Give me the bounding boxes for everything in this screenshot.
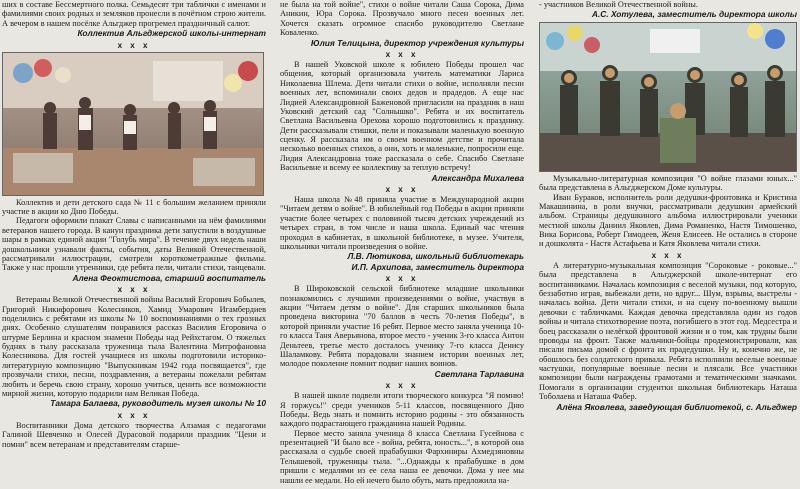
column-3: [533, 0, 800, 489]
article-text: В Широковской сельской библиотеке младшие школьники познакомились с лучшими произведениями о войне, участвуя в акции "Читаем детям о войне". Для старших школьников была проведена викторина "70 баллов в честь 70-летия Победы", в которой приняли участие 16 ребят. Первое место заняла ученица 10-го класса Таня Аверьянова, второе место - ученик 3-го класса Антон Деньтеев, третье место досталось ученику 7-го класса Денису Шаламкову. Ребята порадовали знанием истории военных лет, молодое поколение помнит подвиг наших воинов.: [280, 284, 524, 369]
article-signature: Юлия Телицына, директор учреждения культуры: [310, 37, 524, 48]
concert-photo-image: [540, 23, 797, 172]
photo-caption: Музыкально-литературная композиция "О войне глазами юных..." была представлена в Альгджерском Доме культуры.: [539, 173, 797, 193]
article-signature: Тамара Балаева, руководитель музея школы № 10: [50, 398, 266, 409]
article-separator: х х х: [117, 285, 151, 295]
article-text: В нашей школе подвели итоги творческого конкурса "Я помню! Я горжусь!" среди учеников 5-11 классов, посвященного Дню Победы. Ведь знать и помнить историю родины - это обязанность каждого подрастающего гражданина нашей Родины.: [280, 391, 524, 429]
article-signature: И.П. Архипова, заместитель директора: [351, 261, 524, 272]
article-text: - участников Великой Отечественной войны.: [539, 0, 698, 9]
article-signature: Коллектив Альгджерской школы-интернат: [77, 28, 266, 39]
article-separator: х х х: [385, 49, 419, 59]
article-text: Иван Бураков, исполнитель роли дедушки-фронтовика и Кристина Макашинина, в роли внучки, рассматривали дедушкин армейский альбом. Страницы дедушкиного альбома иллюстрировали ученики местной школы Даниил Яковлев, Дима Романенко, Настя Тимошенко, Вика Борисова, Роберт Гимодеев, Женя Елисеев. Не остались в стороне и дошколята - Настя Астафьева и Катя Яковлева читали стихи.: [539, 192, 797, 249]
article-signature: Л.В. Лютикова, школьный библиотекарь: [347, 251, 524, 262]
article-text: ших в составе Бессмертного полка. Семьдесят три таблички с именами и фамилиями своих родных и земляков пронесли в почётном строю жители. А вечером в нашем посёлке Альгджер прогремел праздничный салют.: [2, 0, 266, 28]
concert-photo: [539, 22, 797, 172]
kindergarten-photo-image: [3, 53, 264, 196]
article-text: В нашей Уковской школе к юбилею Победы прошел час общения, который организовала учитель математики Лариса Николаевна Шлема. Дети читали стихи о войне, исполняли песни военных лет, вспоминали своих дедов и прадедов. А еще нас Лидией Александровной Баженовой пригласили на праздник в наш Уковский детский сад "Солнышко". Ребята и их воспитатель Светлана Васильевна Орехова хорошо подготовились к празднику. Дети рассказывали стишки, пели и показывали маленькую военную сценку. Я рассказала им о своем военном детстве и прочитала несколько военных стихов, а они, хоть и маленькие, попросили еще. Лидия Александровна тоже рассказала о себе. Спасибо Светлане Васильевне и всему ее коллективу за теплую встречу!: [280, 60, 524, 173]
article-text: Первое место заняла ученица 8 класса Светлана Гусейнова с презентацией "И было все - война, ребята, юность...", в которой она рассказала о судьбе своей прабабушки Фархиниры Ахмедзяновны Телышевой, труженицы тыла. "...Однажды к прабабушке в дом пришли с медалями из ее села наша ее девочки. Дома у нее мы нашли ее медали. Но ей нечего было обуть, мать предложила на-: [280, 428, 524, 485]
article-separator: х х х: [117, 410, 151, 420]
article-text: Педагоги оформили плакат Славы с написанными на нём фамилиями ветеранов нашего города. В канун праздника дети запустили в воздушные шары в рамках единой акции "Голубь мира". В течение двух недель наши дошкольники узнавали факты, события, даты Великой Отечественной, рассматривали иллюстрации, смотрели короткометражные фильмы. Также у нас прошли утренники, где ребята пели, читали стихи, танцевали.: [2, 216, 266, 273]
article-separator: х х х: [385, 185, 419, 194]
kindergarten-photo: [2, 52, 264, 196]
article-signature: Алёна Яковлева, заведующая библиотекой, с. Альгджер: [556, 401, 797, 412]
article-separator: х х х: [385, 274, 419, 284]
article-text: не была на той войне", стихи о войне читали Саша Сорока, Дима Аникин, Юра Сорока. Прозвучало много песен военных лет. Хочется сказать огромное спасибо руководителю Светлане Коваленко.: [280, 0, 524, 38]
article-separator: х х х: [385, 381, 419, 391]
column-1: [0, 0, 272, 489]
article-text: А литературно-музыкальная композиция "Сороковые - роковые..." была представлена в Альгджерской школе-интернат его воспитанниками. Началась композиция с веселой музыки, под которую, беззаботно играя, выбежали дети, но вдруг... Шум, взрывы, выстрелы - началась война. Дети читали стихи, и на сцену по-военному вышли девочки с табличками. Каждая девочка представляла один из годов войны и читала стихотворение поэта, погибшего в этот год. Медсестра и боец рассказали о нелёгкой фронтовой жизни и о том, как трудны были проводы на фронт. Также мальчики-бойцы продемонстрировали, как писали письма домой с фронта их прадедушки. Ну и, конечно же, не обошлось без солдатского привала. Ребята исполнили веселые военные частушки, популярные военные песни и плясали. Все участники композиции были награждены грамотами и тематическими значками. Помогали в организации студентки школьная библиотекарь Наташа Тоболаева и Наташа Фабер.: [539, 260, 797, 402]
article-separator: х х х: [117, 40, 151, 50]
article-signature: Александра Михалева: [431, 172, 524, 183]
article-signature: Светлана Тарлавина: [434, 368, 524, 379]
photo-caption: Коллектив и дети детского сада № 11 с большим желанием приняли участие в акции ко Дню Победы.: [2, 197, 266, 217]
article-text: Наша школа №48 приняла участие в Международной акции "Читаем детям о войне". В юбилейный год Победы в акции приняли участие более четырех с половиной тысяч детских учреждений из четырех стран, в том числе и наша школа. Единый час чтения проходил в кабинетах, в школьной библиотеке, в музее. Учителя, школьники читали произведения о войне.: [280, 195, 524, 251]
article-signature: Алена Феоктистова, старший воспитатель: [72, 272, 266, 283]
article-text: Ветераны Великой Отечественной войны Василий Егорович Бобылев, Григорий Никифорович Колесников, Хамид Умарович Игамбердиев поделились с ребятами из школы № 10 воспоминаниями о тех грозных днях. Особенно слушателям понравился рассказ Василия Егоровича о штурме Берлина и красном знамени Победы над Рейхстагом. О тяжелых буднях в тылу рассказала труженица тыла Валентина Митрофановна Колесникова. Для гостей учащиеся из школы подготовили историко-литературную композицию "Выпускникам 1942 года посвящается", где прозвучали стихи, песни, поздравления, а ветераны пожелали ребятам любить и беречь свою страну, хорошо учиться, ценить все возможности мирной жизни, которую подарили нам Великая Победа.: [2, 295, 266, 398]
article-signature: А.С. Хотулева, заместитель директора школы: [591, 9, 797, 20]
article-separator: х х х: [651, 250, 685, 260]
column-2: [274, 0, 530, 489]
article-text: Воспитанники Дома детского творчества Алзамая с педагогами Галиной Шевченко и Олесей Дурасовой подарили праздник "Цени и помни" всем ветеранам и представителям старше-: [2, 420, 266, 449]
